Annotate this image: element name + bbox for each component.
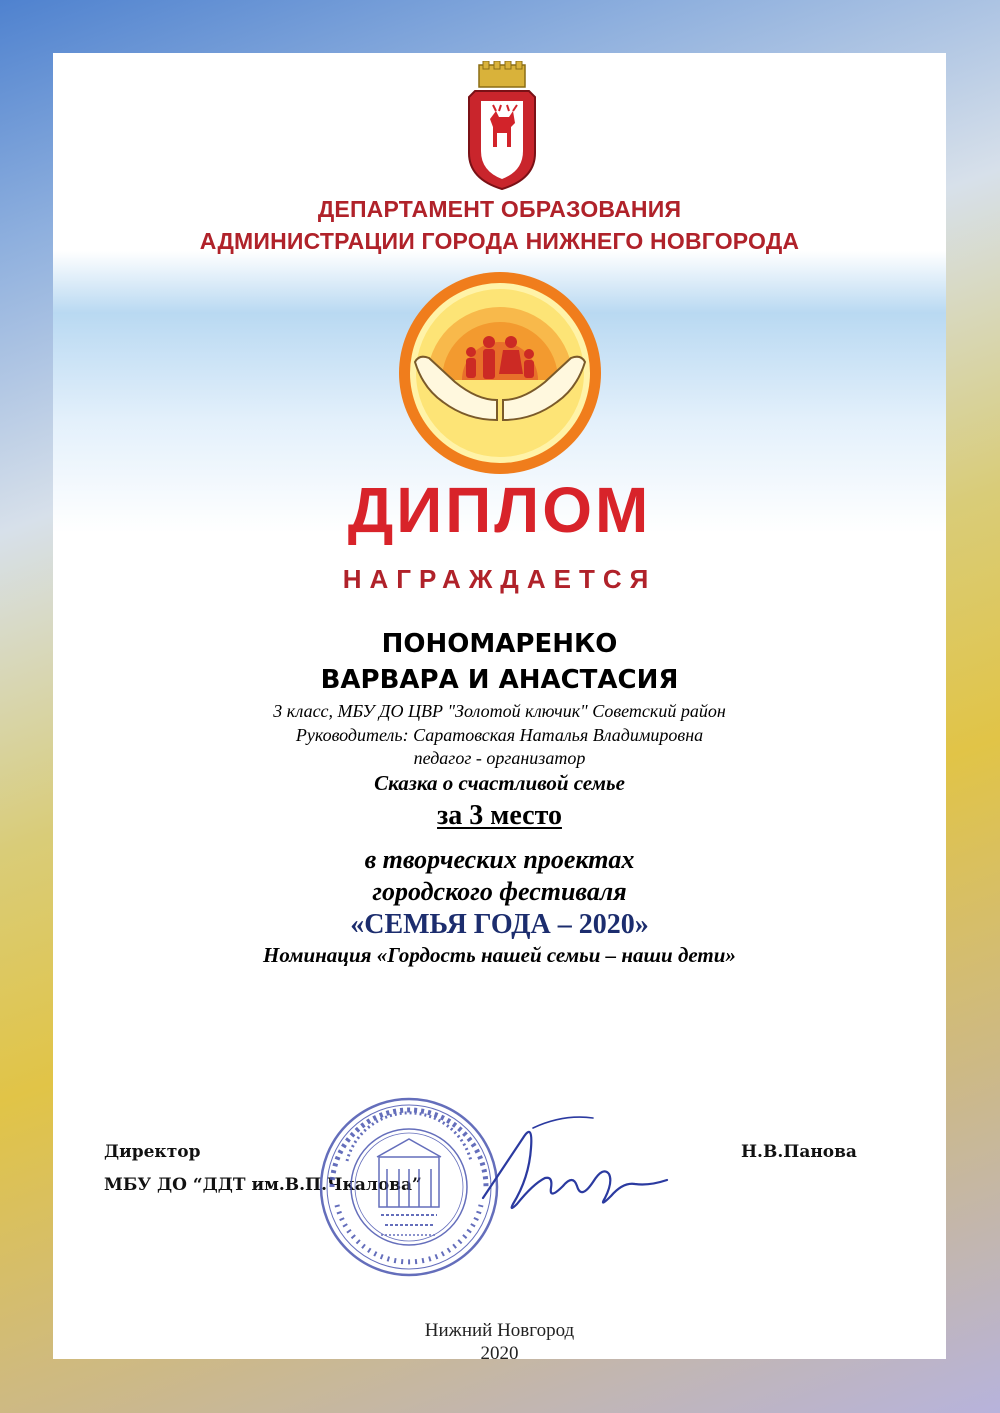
award-line-2: городского фестиваля bbox=[372, 877, 627, 906]
diploma-title: ДИПЛОМ bbox=[347, 474, 652, 546]
department-line-2: АДМИНИСТРАЦИИ ГОРОДА НИЖНЕГО НОВГОРОДА bbox=[199, 228, 800, 254]
footer-city: Нижний Новгород bbox=[424, 1320, 575, 1341]
footer-year: 2020 bbox=[480, 1343, 519, 1359]
recipient-surname: ПОНОМАРЕНКО bbox=[381, 629, 618, 659]
awarded-heading: НАГРАЖДАЕТСЯ bbox=[342, 564, 657, 594]
signatory-role: Директор bbox=[104, 1142, 201, 1162]
recipient-names: ВАРВАРА И АНАСТАСИЯ bbox=[320, 665, 679, 695]
family-festival-emblem-icon bbox=[397, 270, 603, 476]
department-line-1: ДЕПАРТАМЕНТ ОБРАЗОВАНИЯ bbox=[317, 196, 682, 222]
award-place bbox=[53, 800, 946, 832]
coat-of-arms-icon bbox=[457, 61, 547, 191]
diploma-sheet bbox=[53, 53, 946, 1359]
recipient-school: 3 класс, МБУ ДО ЦВР "Золотой ключик" Советский район bbox=[273, 701, 726, 721]
nomination: Номинация «Гордость нашей семьи – наши дети» bbox=[263, 943, 736, 967]
signatory-name: Н.В.Панова bbox=[741, 1142, 857, 1162]
handwritten-signature-icon bbox=[473, 1108, 673, 1218]
recipient-supervisor: Руководитель: Саратовская Наталья Владимировна bbox=[295, 725, 704, 745]
recipient-position: педагог - организатор bbox=[413, 748, 586, 768]
festival-name: «СЕМЬЯ ГОДА – 2020» bbox=[350, 909, 649, 940]
award-place-text: за 3 место bbox=[437, 800, 562, 831]
work-title: Сказка о счастливой семье bbox=[374, 771, 625, 795]
award-line-1: в творческих проектах bbox=[364, 845, 635, 874]
signatory-org: МБУ ДО “ДДТ им.В.П.Чкалова” bbox=[104, 1175, 422, 1195]
